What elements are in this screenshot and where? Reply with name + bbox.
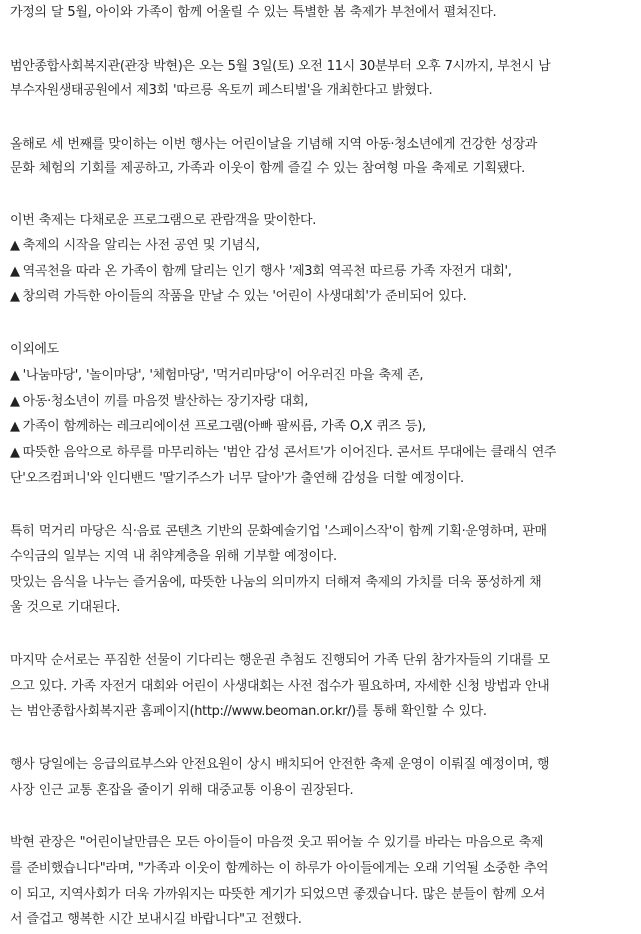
article-line: 이번 축제는 다채로운 프로그램으로 관람객을 맞이한다. (10, 213, 316, 228)
bullet-line (10, 286, 629, 308)
article-line: 가정의 달 5월, 아이와 가족이 함께 어울릴 수 있는 특별한 봄 축제가 부천에서 펼쳐진다. (10, 5, 497, 20)
article-line: 는 범안종합사회복지관 홈페이지(http://www.beoman.or.kr/)를 통해 확인할 수 있다. (10, 704, 487, 719)
article-line: 올해로 세 번째를 맞이하는 이번 행사는 어린이날을 기념해 지역 아동·청소년에게 건강한 성장과 (10, 137, 538, 152)
bullet-text: '나눔마당', '놀이마당', '체험마당', '먹거리마당'이 어우러진 마을 축제 존, (22, 368, 424, 383)
article-line: 사장 인근 교통 혼잡을 줄이기 위해 대중교통 이용이 권장된다. (10, 783, 354, 798)
article-line: 맛있는 음식을 나누는 즐거움에, 따뜻한 나눔의 의미까지 더해져 축제의 가치를 더욱 풍성하게 채 (10, 575, 542, 590)
triangle-bullet-icon: ▲ (10, 264, 20, 279)
article-line: 부수자원생태공원에서 제3회 '따르릉 옥토끼 페스티벌'을 개최한다고 밝혔다. (10, 83, 433, 98)
bullet-text: 가족이 함께하는 레크리에이션 프로그램(아빠 팔씨름, 가족 O,X 퀴즈 등), (22, 419, 426, 434)
bullet-line (10, 235, 629, 257)
bullet-text: 창의력 가득한 아이들의 작품을 만날 수 있는 '어린이 사생대회'가 준비되어 있다. (22, 289, 467, 304)
article-line: 이 되고, 지역사회가 더욱 가까워지는 따뜻한 계기가 되었으면 좋겠습니다. 많은 분들이 함께 오셔 (10, 887, 546, 902)
article-line: 울 것으로 기대된다. (10, 600, 121, 615)
article-line: 문화 체험의 기회를 제공하고, 가족과 이웃이 함께 즐길 수 있는 참여형 마을 축제로 기획됐다. (10, 161, 525, 176)
article-line: 를 준비했습니다"라며, "가족과 이웃이 함께하는 이 하루가 아이들에게는 오래 기억될 소중한 추억 (10, 861, 549, 876)
bullet-text: 따뜻한 음악으로 하루를 마무리하는 '범안 감성 콘서트'가 이어진다. 콘서트 무대에는 클래식 연주 (22, 445, 557, 460)
article-line: 단'오즈컴퍼니'와 인디밴드 '딸기주스가 너무 달아'가 출연해 감성을 더할 예정이다. (10, 471, 464, 486)
article-line: 행사 당일에는 응급의료부스와 안전요원이 상시 배치되어 안전한 축제 운영이 이뤄질 예정이며, 행 (10, 757, 550, 772)
article-line: 서 즐겁고 행복한 시간 보내시길 바랍니다"고 전했다. (10, 912, 302, 927)
triangle-bullet-icon: ▲ (10, 238, 20, 253)
bullet-text: 역곡천을 따라 온 가족이 함께 달리는 인기 행사 '제3회 역곡천 따르릉 가족 자전거 대회', (22, 264, 512, 279)
bullet-line (10, 442, 629, 464)
article-line: 특히 먹거리 마당은 식·음료 콘텐츠 기반의 문화예술기업 '스페이스작'이 함께 기획·운영하며, 판매 (10, 524, 547, 539)
triangle-bullet-icon: ▲ (10, 419, 20, 434)
bullet-line (10, 391, 629, 413)
bullet-line (10, 261, 629, 283)
bullet-text: 축제의 시작을 알리는 사전 공연 및 기념식, (22, 238, 260, 253)
triangle-bullet-icon: ▲ (10, 445, 20, 460)
article-line: 수익금의 일부는 지역 내 취약계층을 위해 기부할 예정이다. (10, 549, 337, 564)
triangle-bullet-icon: ▲ (10, 289, 20, 304)
article-line: 마지막 순서로는 푸짐한 선물이 기다리는 행운권 추첨도 진행되어 가족 단위 참가자들의 기대를 모 (10, 653, 550, 668)
article-line: 범안종합사회복지관(관장 박현)은 오는 5월 3일(토) 오전 11시 30분부터 오후 7시까지, 부천시 남 (10, 59, 551, 74)
triangle-bullet-icon: ▲ (10, 368, 20, 383)
triangle-bullet-icon: ▲ (10, 394, 20, 409)
article-line: 박현 관장은 "어린이날만큼은 모든 아이들이 마음껏 웃고 뛰어놀 수 있기를 바라는 마음으로 축제 (10, 835, 544, 850)
article-line: 이외에도 (10, 342, 59, 357)
article-line: 으고 있다. 가족 자전거 대회와 어린이 사생대회는 사전 접수가 필요하며, 자세한 신청 방법과 안내 (10, 679, 550, 694)
bullet-text: 아동·청소년이 끼를 마음껏 발산하는 장기자랑 대회, (22, 394, 309, 409)
bullet-line (10, 416, 629, 438)
bullet-line (10, 365, 629, 387)
